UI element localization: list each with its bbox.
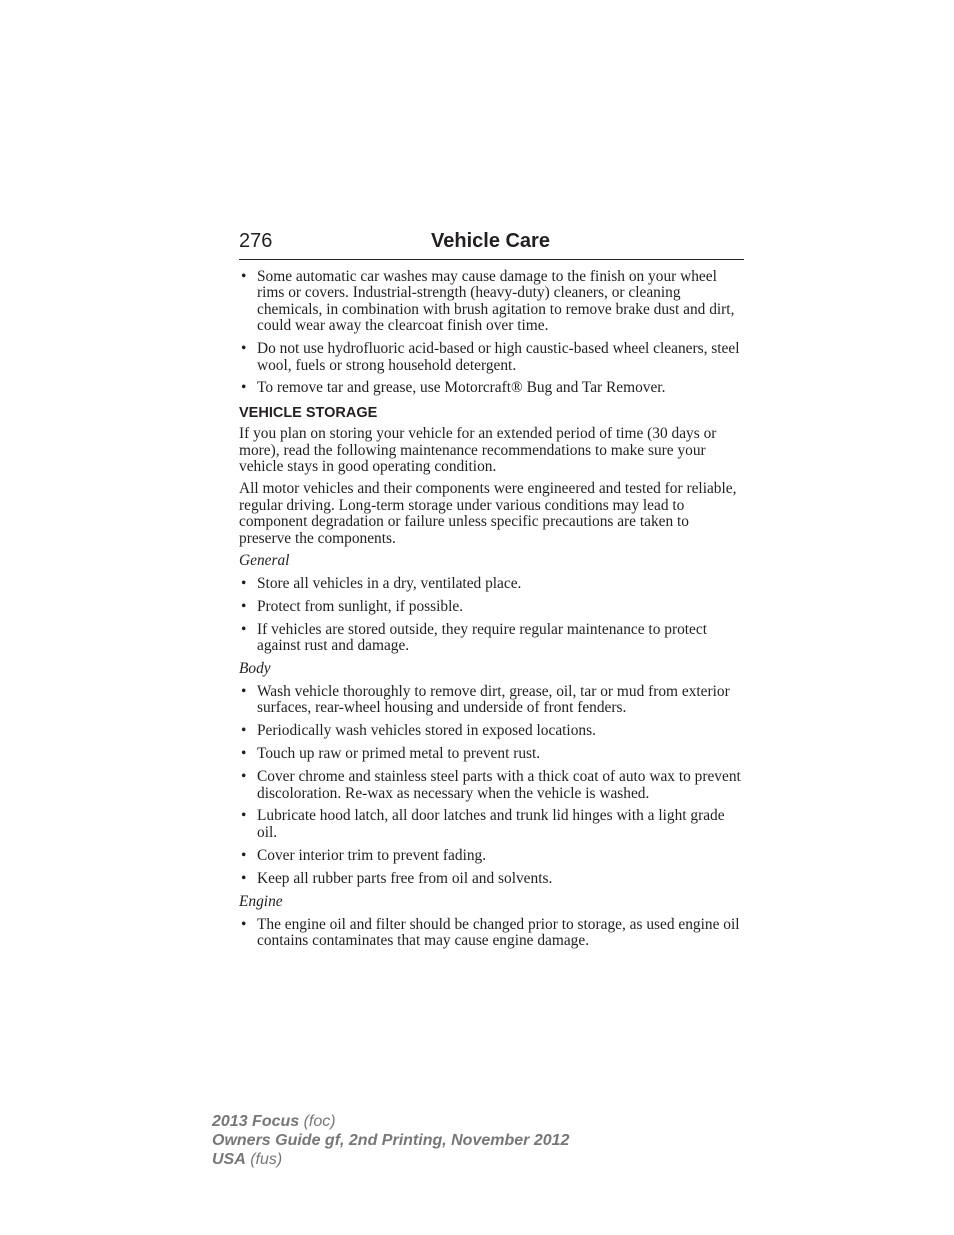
footer-model: 2013 Focus [212, 1113, 300, 1130]
list-item [239, 341, 744, 374]
list-item [239, 622, 744, 655]
general-subheading: General [239, 552, 290, 570]
list-item [239, 917, 744, 950]
list-item [239, 746, 744, 762]
bullet-icon: • [241, 869, 247, 887]
list-item-text: Cover chrome and stainless steel parts with a thick coat of auto wax to prevent discoloration. Re-wax as necessary when the vehicle is washed. [257, 768, 741, 802]
list-item-text: Store all vehicles in a dry, ventilated place. [257, 575, 522, 592]
list-item [239, 723, 744, 739]
paragraph: All motor vehicles and their components were engineered and tested for reliable, regular driving. Long-term storage under various conditions may lead to component degradation or failure unless specific precautions are taken to preserve the components. [239, 480, 737, 547]
list-item-text: Wash vehicle thoroughly to remove dirt, grease, oil, tar or mud from exterior surfaces, rear-wheel housing and underside of front fenders. [257, 683, 730, 717]
list-item-text: Cover interior trim to prevent fading. [257, 846, 487, 864]
general-bullet-list [239, 576, 744, 655]
vehicle-storage-heading: VEHICLE STORAGE [239, 404, 378, 421]
bullet-icon: • [241, 722, 247, 740]
page-content [239, 269, 744, 956]
list-item-text: Protect from sunlight, if possible. [257, 597, 464, 615]
list-item [239, 380, 744, 396]
footer-guide: Owners Guide gf, 2nd Printing, November 2012 [212, 1132, 570, 1149]
footer-line-market [212, 1150, 569, 1169]
list-item [239, 599, 744, 615]
footer-market-code: (fus) [245, 1151, 283, 1168]
list-item [239, 871, 744, 887]
page-number: 276 [239, 230, 273, 252]
bullet-icon: • [241, 745, 247, 763]
bullet-icon: • [241, 683, 247, 701]
footer-line-model [212, 1112, 569, 1131]
list-item-text: Touch up raw or primed metal to prevent rust. [257, 745, 541, 763]
footer-market: USA [212, 1151, 246, 1168]
list-item-text: Keep all rubber parts free from oil and solvents. [257, 869, 553, 887]
body-subheading: Body [239, 660, 271, 678]
bullet-icon: • [241, 268, 247, 285]
intro-bullet-list [239, 269, 744, 397]
bullet-icon: • [241, 915, 247, 933]
list-item-text: Periodically wash vehicles stored in exposed locations. [257, 722, 596, 740]
list-item-text: The engine oil and filter should be changed prior to storage, as used engine oil contains contaminates that may cause engine damage. [257, 915, 740, 949]
bullet-icon: • [241, 597, 247, 615]
body-bullet-list [239, 684, 744, 887]
bullet-icon: • [241, 846, 247, 864]
list-item [239, 808, 744, 841]
list-item-text: Lubricate hood latch, all door latches and trunk lid hinges with a light grade oil. [257, 807, 725, 841]
engine-subheading: Engine [239, 892, 283, 910]
list-item [239, 576, 744, 592]
bullet-icon: • [241, 340, 247, 358]
bullet-icon: • [241, 575, 247, 592]
list-item-text: Do not use hydrofluoric acid-based or high caustic-based wheel cleaners, steel wool, fuels or strong household detergent. [257, 340, 740, 374]
paragraph: If you plan on storing your vehicle for an extended period of time (30 days or more), read the following maintenance recommendations to make sure your vehicle stays in good operating condition. [239, 425, 717, 476]
footer-line-guide [212, 1131, 569, 1150]
bullet-icon: • [241, 807, 247, 825]
footer-model-code: (foc) [299, 1113, 336, 1130]
list-item [239, 269, 744, 335]
list-item [239, 684, 744, 717]
list-item [239, 848, 744, 864]
list-item [239, 769, 744, 802]
list-item-text: If vehicles are stored outside, they require regular maintenance to protect against rust and damage. [257, 620, 707, 655]
list-item-text: Some automatic car washes may cause damage to the finish on your wheel rims or covers. Industrial-strength (heavy-duty) cleaners, or cleaning chemicals, in combination with brush agitation to remove brake dust and dirt, could wear away the clearcoat finish over time. [257, 268, 735, 335]
engine-bullet-list [239, 917, 744, 950]
bullet-icon: • [241, 768, 247, 786]
list-item-text: To remove tar and grease, use Motorcraft® Bug and Tar Remover. [257, 379, 666, 397]
section-title: Vehicle Care [431, 230, 550, 252]
bullet-icon: • [241, 620, 247, 638]
bullet-icon: • [241, 379, 247, 397]
page-header [239, 229, 744, 260]
page-footer [212, 1112, 569, 1169]
